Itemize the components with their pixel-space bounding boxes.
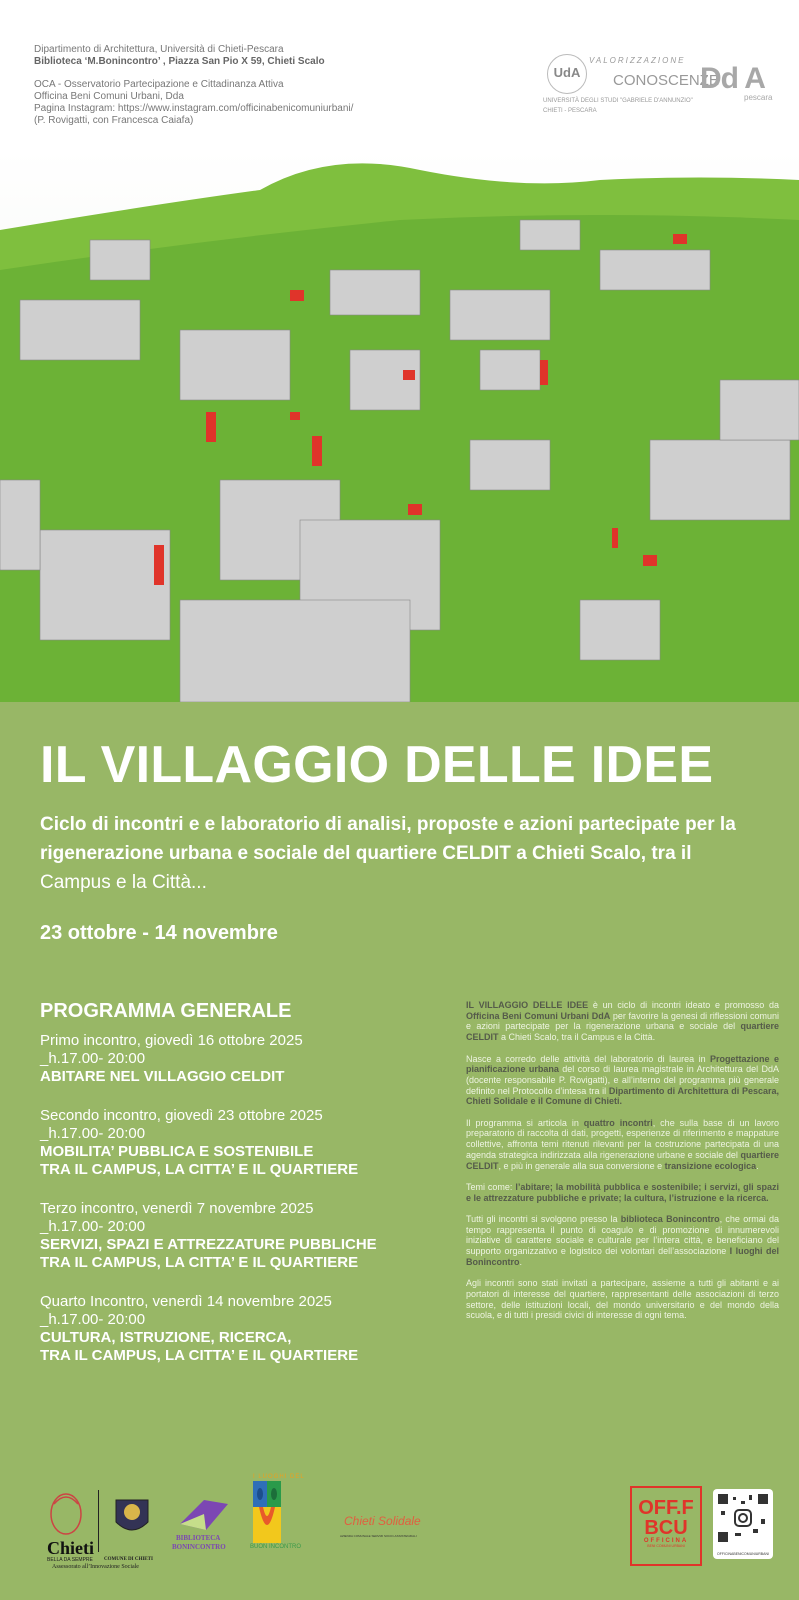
about-highlight: transizione ecologica (664, 1160, 757, 1171)
dda-mark: Dd A (700, 62, 765, 95)
header-line: Dipartimento di Architettura, Università di Chieti-Pescara (34, 44, 284, 55)
program-item-time: _h.17.00- 20:00 (40, 1218, 146, 1235)
about-text-segment: Tutti gli incontri si svolgono presso la (466, 1214, 621, 1224)
program-item-title: TRA IL CAMPUS, LA CITTA’ E IL QUARTIERE (40, 1347, 359, 1364)
aerial-photo-neighborhood (0, 150, 799, 702)
about-highlight: biblioteca Bonincontro (620, 1214, 720, 1224)
program-item-date: Primo incontro, giovedì 16 ottobre 2025 (40, 1032, 303, 1049)
subtitle-bold: Ciclo di incontri e e laboratorio di analisi, proposte e azioni partecipate per la rigenerazione urbana e sociale del quartiere CELDIT a Chieti Scalo, tra il (40, 814, 736, 864)
qr-code-icon (713, 1489, 773, 1547)
chieti-tag: BELLA DA SEMPRE (47, 1557, 93, 1563)
program-item-title: TRA IL CAMPUS, LA CITTA’ E IL QUARTIERE (40, 1254, 359, 1271)
about-text-segment: a Chieti Scalo, tra il Campus e la Città. (498, 1032, 656, 1043)
program-item (40, 1293, 450, 1365)
subtitle-normal: Campus e la Città... (40, 872, 207, 893)
program-item-title: SERVIZI, SPAZI E ATTREZZATURE PUBBLICHE (40, 1236, 377, 1253)
about-text-segment: per favorire la genesi di riflessioni comuni e azioni partecipate per la rigenerazione urbana e sociale del (466, 1010, 779, 1032)
dda-sub: pescara (744, 93, 773, 102)
chieti-solidale-sub: AZIENDA COMUNALE SERVIZI SOCIO-ASSISTENZIALI (340, 1534, 417, 1538)
program-item (40, 1107, 450, 1179)
about-text (466, 1000, 779, 1332)
chieti-logo-name: Chieti (47, 1538, 94, 1558)
biblioteca-bb-icon (176, 1494, 232, 1534)
program-item-date: Quarto Incontro, venerdì 14 novembre 2025 (40, 1293, 332, 1310)
about-highlight: Progettazione e pianificazione urbana (466, 1053, 779, 1075)
about-paragraph (466, 1278, 779, 1321)
header-line: OCA - Osservatorio Partecipazione e Cittadinanza Attiva (34, 78, 284, 90)
program-item-date: Secondo incontro, giovedì 23 ottobre 2025 (40, 1107, 323, 1124)
event-subtitle (40, 810, 760, 897)
about-highlight: Officina Beni Comuni Urbani DdA (466, 1010, 611, 1021)
program-list (40, 1032, 450, 1386)
about-text-segment: Temi come: (466, 1181, 516, 1192)
header-line: Officina Beni Comuni Urbani, Dda (34, 90, 184, 102)
about-highlight: Dipartimento di Architettura di Pescara, Chieti Solidale e il Comune di Chieti. (466, 1085, 779, 1107)
about-text-segment: . (756, 1160, 759, 1171)
about-paragraph (466, 1214, 779, 1268)
uda-main: CONOSCENZE (613, 72, 719, 89)
program-item (40, 1032, 450, 1086)
offbcu-line2: BCU (644, 1517, 688, 1539)
program-item-title: ABITARE NEL VILLAGGIO CELDIT (40, 1068, 285, 1085)
about-paragraph (466, 1000, 779, 1043)
poster-header (0, 0, 799, 170)
program-item-title: CULTURA, ISTRUZIONE, RICERCA, (40, 1329, 292, 1346)
about-text-segment: Il programma si articola in (466, 1117, 584, 1128)
uda-line2: CHIETI - PESCARA (543, 108, 597, 114)
program-item-time: _h.17.00- 20:00 (40, 1050, 146, 1067)
instagram-link[interactable]: Pagina Instagram: https://www.instagram.com/officinabenicomuniurbani/ (34, 103, 354, 115)
uda-logo (543, 50, 719, 130)
about-text-segment: , che ormai da tempo rappresenta il punto di coagulo e di promozione di innumerevoli iniziative di carattere sociale e culturale per l’intera città, e beneficiano del supporto organizzativo e logistico dei volontari dell’associazione (466, 1214, 780, 1257)
header-line: (P. Rovigatti, con Francesca Caiafa) (34, 115, 194, 127)
about-text-segment: Agli incontri sono stati invitati a partecipare, assieme a tutti gli abitanti e ai portatori di interesse del quartiere, rappresentanti delle associazioni di terzo settore, delle istituzioni locali, del mondo universitario e del mondo della scuola, e di tutti i presidi civici di interesse di ogni tema. (466, 1278, 779, 1321)
about-text-segment: Nasce a corredo delle attività del laboratorio di laurea in (466, 1053, 711, 1064)
program-item-title: TRA IL CAMPUS, LA CITTA’ E IL QUARTIERE (40, 1161, 359, 1178)
offbcu-logo (630, 1486, 702, 1566)
uda-line1: UNIVERSITÀ DEGLI STUDI "GABRIELE D'ANNUNZIO" (543, 98, 693, 104)
event-title: IL VILLAGGIO DELLE IDEE (40, 736, 714, 794)
about-paragraph (466, 1054, 779, 1108)
luoghi-bottom: BUON INCONTRO (250, 1544, 301, 1550)
about-text-segment: , e più in generale alla sua conversione e (498, 1160, 665, 1171)
about-paragraph (466, 1118, 779, 1172)
event-dates: 23 ottobre - 14 novembre (40, 922, 278, 944)
comune-crest-icon (110, 1490, 154, 1540)
header-line: Biblioteca ‘M.Bonincontro’ , Piazza San Pio X 59, Chieti Scalo (34, 56, 325, 68)
about-text-segment: del corso di laurea magistrale in Architettura del DdA (docente responsabile P. Rovigatti), e all’interno del programma più generale definito nel Protocollo d’intesa tra il (466, 1064, 779, 1096)
header-info (34, 44, 353, 128)
offbcu-line3: OFFICINA (643, 1538, 689, 1544)
about-highlight: IL VILLAGGIO DELLE IDEE (466, 1000, 589, 1010)
about-highlight: I luoghi del Bonincontro (466, 1246, 779, 1267)
chieti-head-icon (46, 1490, 86, 1540)
offbcu-line1: OFF.F (638, 1497, 694, 1519)
program-item-time: _h.17.00- 20:00 (40, 1125, 146, 1142)
program-item-title: MOBILITA’ PUBBLICA E SOSTENIBILE (40, 1143, 314, 1160)
program-item-date: Terzo incontro, venerdì 7 novembre 2025 (40, 1200, 314, 1217)
biblioteca-line2: BONINCONTRO (172, 1543, 226, 1551)
assessorato-label: Assessorato all’Innovazione Sociale (52, 1564, 139, 1570)
comune-label: COMUNE DI CHIETI (104, 1557, 153, 1562)
about-highlight: l’abitare; la mobilità pubblica e sostenibile; i servizi, gli spazi e le attrezzature pubbliche e private; la cultura, l’istruzione e la ricerca. (466, 1181, 779, 1203)
chieti-solidale-name: Chieti Solidale (344, 1514, 421, 1528)
uda-mark: UdA (547, 54, 587, 94)
about-highlight: quattro incontri (583, 1117, 653, 1128)
about-highlight: quartiere CELDIT (466, 1021, 779, 1043)
about-text-segment: . (519, 1256, 523, 1267)
luoghi-face-icon (253, 1481, 281, 1543)
footer-logos (0, 1474, 799, 1600)
program-heading: PROGRAMMA GENERALE (40, 1000, 292, 1022)
qr-caption: OFFICINABENICOMUNIURBANI (717, 1552, 769, 1556)
about-highlight: quartiere CELDIT (466, 1149, 779, 1171)
uda-top: VALORIZZAZIONE (589, 56, 686, 65)
offbcu-line4: BENI COMUNI URBANI (647, 1544, 685, 1548)
luoghi-top: I LUOGHI DEL (253, 1474, 305, 1480)
biblioteca-line1: BIBLIOTECA (176, 1534, 221, 1542)
about-text-segment: è un ciclo di incontri ideato e promosso da (588, 1000, 779, 1010)
program-item (40, 1200, 450, 1272)
about-paragraph (466, 1182, 779, 1203)
about-text-segment: , che sulla base di un lavoro preparatorio di raccolta di dati, progetti, esperienze di riferimento e mappature collettive, affronta temi ritenuti rilevanti per la costruzione partecipata di una agenda strategica indirizzata alla rigenerazione urbane e sociale del (466, 1117, 779, 1160)
program-item-time: _h.17.00- 20:00 (40, 1311, 146, 1328)
dda-logo (700, 62, 773, 102)
instagram-qr-code[interactable] (713, 1489, 773, 1559)
